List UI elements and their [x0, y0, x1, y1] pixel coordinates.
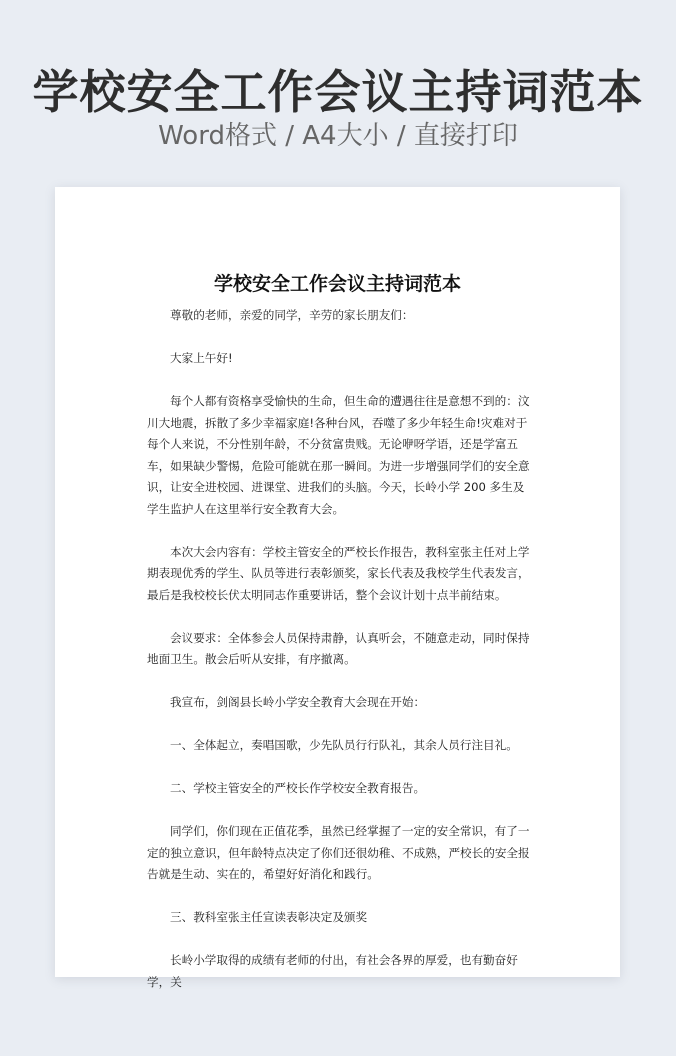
paragraph-achievements: 长岭小学取得的成绩有老师的付出，有社会各界的厚爱，也有勤奋好学，关 [147, 953, 518, 989]
paragraph-agenda: 本次大会内容有：学校主管安全的严校长作报告，教科室张主任对上学期表现优秀的学生、队员等进行表彰颁奖，家长代表及我校学生代表发言，最后是我校校长伏太明同志作重要讲话，整个会议计划十点半前结束。 [147, 544, 530, 602]
paragraph-item-one: 一、全体起立，奏唱国歌，少先队员行行队礼，其余人员行注目礼。 [170, 738, 518, 752]
paragraph-intro: 每个人都有资格享受愉快的生命，但生命的遭遇往往是意想不到的：汶川大地震，拆散了多少幸福家庭!各种台风，吞噬了多少年轻生命!灾难对于每个人来说，不分性别年龄，不分贫富贵贱。无论咿呀学语，还是学富五车，如果缺少警惕，危险可能就在那一瞬间。为进一步增强同学们的安全意识，让安全进校园、进课堂、进我们的头脑。今天，长岭小学 200 多生及学生监护人在这里举行安全教育大会。 [147, 394, 530, 516]
hero-subtitle: Word格式 / A4大小 / 直接打印 [158, 121, 518, 151]
paragraph-announcement: 我宣布，剑阁县长岭小学安全教育大会现在开始： [170, 695, 426, 709]
document-body [147, 305, 532, 1015]
paragraph-salutation: 尊敬的老师，亲爱的同学，辛劳的家长朋友们： [170, 308, 414, 322]
paragraph-students: 同学们，你们现在正值花季，虽然已经掌握了一定的安全常识，有了一定的独立意识，但年龄特点决定了你们还很幼稚、不成熟，严校长的安全报告就是生动、实在的，希望好好消化和践行。 [147, 824, 530, 881]
hero-title: 学校安全工作会议主持词范本 [32, 65, 644, 119]
paragraph-item-two: 二、学校主管安全的严校长作学校安全教育报告。 [170, 781, 426, 795]
document-page [55, 187, 620, 989]
paragraph-requirements: 会议要求：全体参会人员保持肃静，认真听会，不随意走动，同时保持地面卫生。散会后听从安排，有序撤离。 [147, 630, 530, 666]
paragraph-item-three: 三、教科室张主任宣读表彰决定及颁奖 [170, 910, 368, 924]
paragraph-greeting: 大家上午好! [170, 351, 233, 365]
document-title: 学校安全工作会议主持词范本 [213, 273, 461, 295]
